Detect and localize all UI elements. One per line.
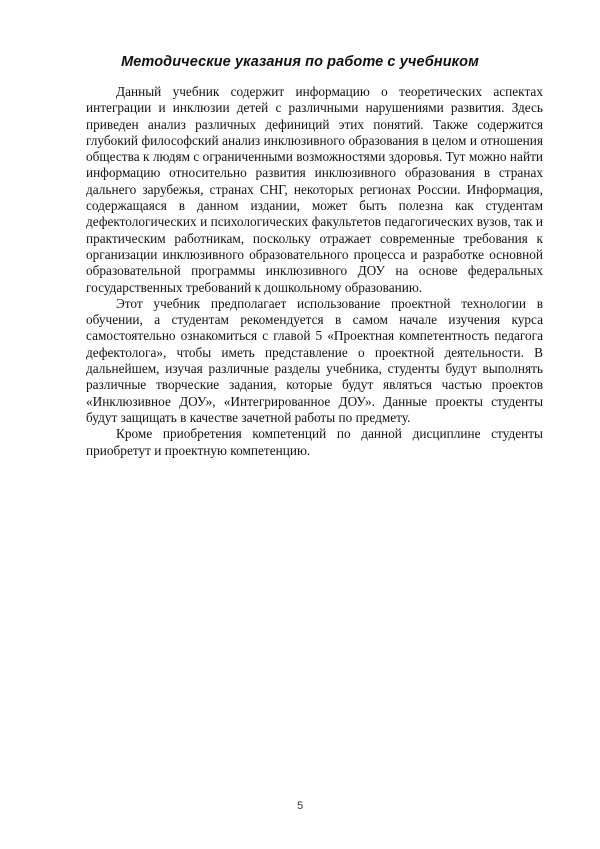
paragraph-3: Кроме приобретения компетенций по данной дисциплине студенты приобретут и проектную компетенцию. [86, 426, 543, 458]
body-text [86, 84, 543, 459]
paragraph-2: Этот учебник предполагает использование проектной технологии в обучении, а студентам рекомендуется в самом начале изучения курса самостоятельно ознакомиться с главой 5 «Проектная компетентность педагога дефектолога», чтобы иметь представление о проектной деятельности. В дальнейшем, изучая различные разделы учебника, студенты будут выполнять различные творческие задания, которые будут являться частью проектов «Инклюзивное ДОУ», «Интегрированное ДОУ». Данные проекты студенты будут защищать в качестве зачетной работы по предмету. [86, 295, 543, 425]
page-number: 5 [296, 800, 304, 812]
paragraph-1: Данный учебник содержит информацию о теоретических аспектах интеграции и инклюзии детей с различными нарушениями развития. Здесь приведен анализ различных дефиниций этих понятий. Также содержится глубокий философский анализ инклюзивного образования в целом и отношения общества к людям с ограниченными возможностями здоровья. Тут можно найти информацию относительно развития инклюзивного образования в странах дальнего зарубежья, странах СНГ, некоторых регионах России. Информация, содержащаяся в данном издании, может быть полезна как студентам дефектологических и психологических факультетов педагогических вузов, так и практическим работникам, поскольку отражает современные требования к организации инклюзивного образовательного процесса и разработке основной образовательной программы инклюзивного ДОУ на основе федеральных государственных требований к дошкольному образованию. [86, 84, 543, 295]
page-title: Методические указания по работе с учебником [121, 54, 479, 70]
